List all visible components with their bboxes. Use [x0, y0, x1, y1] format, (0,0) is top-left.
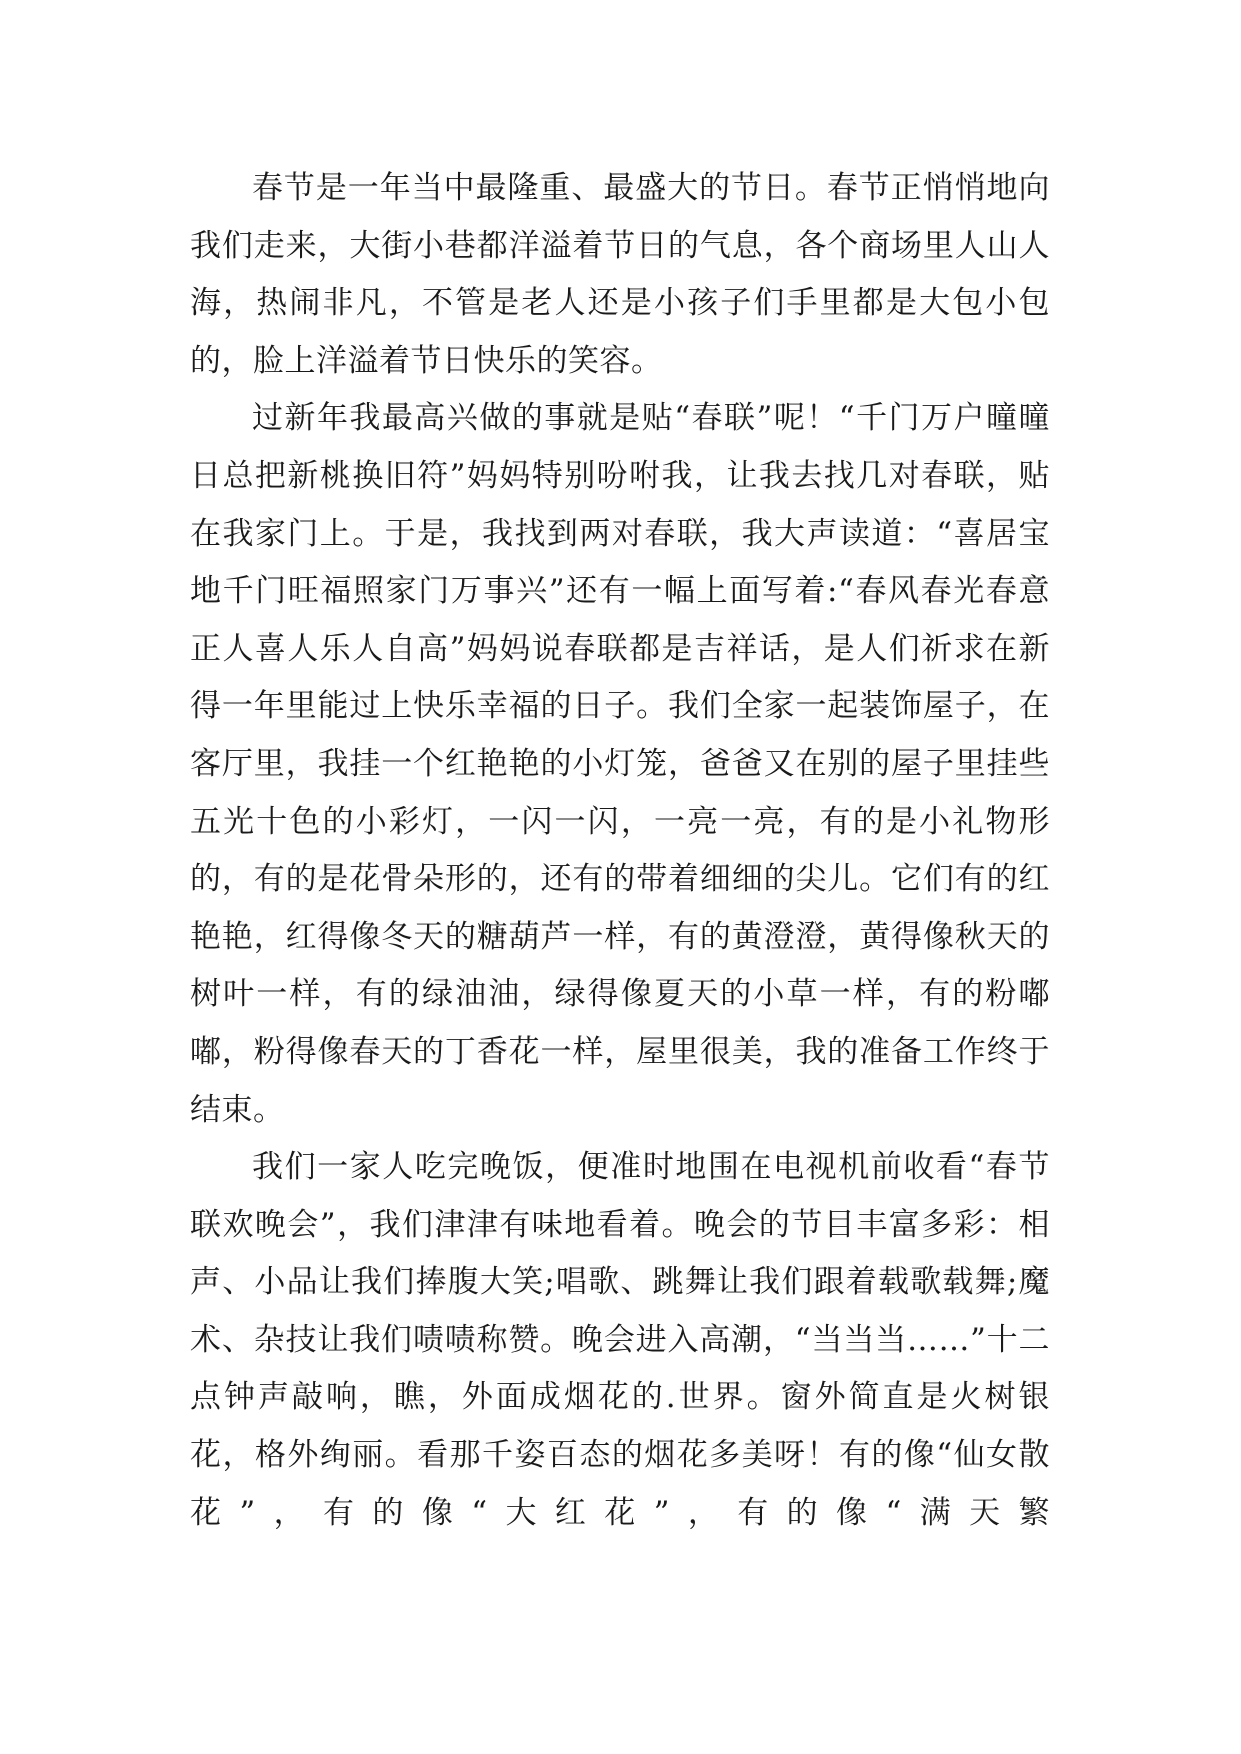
- document-body: [190, 160, 1050, 1542]
- paragraph-2: 过新年我最高兴做的事就是贴“春联”呢！“千门万户曈曈日总把新桃换旧符”妈妈特别吩咐我，让我去找几对春联，贴在我家门上。于是，我找到两对春联，我大声读道：“喜居宝地千门旺福照家门万事兴”还有一幅上面写着:“春风春光春意正人喜人乐人自高”妈妈说春联都是吉祥话，是人们祈求在新得一年里能过上快乐幸福的日子。我们全家一起装饰屋子，在客厅里，我挂一个红艳艳的小灯笼，爸爸又在别的屋子里挂些五光十色的小彩灯，一闪一闪，一亮一亮，有的是小礼物形的，有的是花骨朵形的，还有的带着细细的尖儿。它们有的红艳艳，红得像冬天的糖葫芦一样，有的黄澄澄，黄得像秋天的树叶一样，有的绿油油，绿得像夏天的小草一样，有的粉嘟嘟，粉得像春天的丁香花一样，屋里很美，我的准备工作终于结束。: [190, 400, 1050, 1128]
- paragraph-3: 我们一家人吃完晚饭，便准时地围在电视机前收看“春节联欢晚会”，我们津津有味地看着。晚会的节目丰富多彩：相声、小品让我们捧腹大笑;唱歌、跳舞让我们跟着载歌载舞;魔术、杂技让我们啧啧称赞。晚会进入高潮，“当当当……”十二点钟声敲响，瞧，外面成烟花的.世界。窗外简直是火树银花，格外绚丽。看那千姿百态的烟花多美呀！有的像“仙女散花”，有的像“大红花”，有的像“满天繁: [190, 1149, 1050, 1531]
- paragraph-1: 春节是一年当中最隆重、最盛大的节日。春节正悄悄地向我们走来，大街小巷都洋溢着节日的气息，各个商场里人山人海，热闹非凡，不管是老人还是小孩子们手里都是大包小包的，脸上洋溢着节日快乐的笑容。: [190, 170, 1050, 379]
